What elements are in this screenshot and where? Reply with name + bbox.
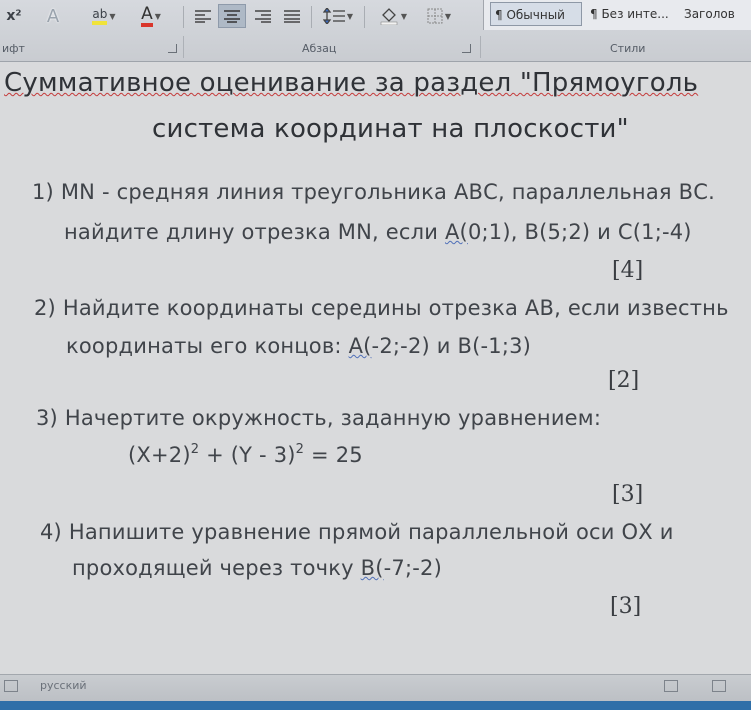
ribbon-toolbar-row bbox=[0, 0, 751, 34]
equation-part: + (Y - 3) bbox=[199, 443, 296, 467]
task-text: координаты его концов: bbox=[66, 334, 349, 358]
task-1-line-1 bbox=[32, 180, 715, 204]
task-number: 3) bbox=[36, 406, 58, 430]
divider bbox=[183, 36, 184, 58]
font-dialog-launcher[interactable] bbox=[168, 44, 177, 53]
divider bbox=[364, 6, 365, 28]
task-3-score: [3] bbox=[612, 482, 644, 507]
line-spacing-icon bbox=[323, 8, 345, 24]
paragraph-group-label: Абзац bbox=[302, 42, 337, 55]
justify-button[interactable] bbox=[279, 4, 305, 28]
task-4-score: [3] bbox=[610, 594, 642, 619]
task-text: -2;-2) и В(-1;3) bbox=[371, 334, 532, 358]
task-1-line-2 bbox=[64, 220, 692, 244]
task-text: Напишите уравнение прямой параллельной оси ОХ и bbox=[68, 520, 674, 544]
task-2-score: [2] bbox=[608, 368, 640, 393]
text-effects-icon: A bbox=[46, 5, 60, 27]
font-group-label: ифт bbox=[2, 42, 25, 55]
chevron-down-icon: ▼ bbox=[154, 11, 161, 21]
ribbon bbox=[0, 0, 751, 62]
divider bbox=[183, 6, 184, 28]
document-title-line-2: система координат на плоскости" bbox=[152, 114, 629, 144]
align-right-button[interactable] bbox=[250, 4, 276, 28]
point-label: А( bbox=[348, 334, 372, 358]
task-4-line-1 bbox=[40, 520, 674, 544]
document-page[interactable] bbox=[0, 62, 751, 674]
status-bar bbox=[0, 674, 751, 710]
task-2-line-1 bbox=[34, 296, 729, 320]
taskbar-strip bbox=[0, 701, 751, 710]
divider bbox=[311, 6, 312, 28]
text-effects-button[interactable] bbox=[34, 4, 72, 28]
styles-group-label: Стили bbox=[610, 42, 646, 55]
align-right-icon bbox=[255, 9, 271, 23]
task-3-line-1 bbox=[36, 406, 601, 430]
borders-icon bbox=[427, 8, 443, 24]
line-spacing-button[interactable] bbox=[318, 4, 358, 28]
task-text: MN - средняя линия треугольника АВС, параллельная ВС. bbox=[60, 180, 715, 204]
equation-part: (X+2) bbox=[128, 443, 191, 467]
task-2-line-2 bbox=[66, 334, 531, 358]
print-layout-icon[interactable] bbox=[664, 680, 678, 692]
font-color-button[interactable] bbox=[130, 4, 172, 28]
chevron-down-icon: ▼ bbox=[444, 11, 452, 21]
task-number: 4) bbox=[40, 520, 62, 544]
document-title-line-1 bbox=[4, 68, 698, 98]
equation-part: = 25 bbox=[304, 443, 363, 467]
align-center-icon bbox=[224, 9, 240, 23]
proofing-icon[interactable] bbox=[4, 680, 18, 692]
task-number: 1) bbox=[32, 180, 54, 204]
highlight-color-button[interactable] bbox=[84, 4, 124, 28]
task-1-score: [4] bbox=[612, 258, 644, 283]
point-label: А( bbox=[444, 220, 468, 244]
styles-gallery bbox=[483, 0, 751, 30]
point-label: В( bbox=[360, 556, 384, 580]
exponent: 2 bbox=[295, 442, 305, 457]
task-number: 2) bbox=[34, 296, 56, 320]
title-text: Суммативное оценивание за раздел "Прямоуголь bbox=[4, 68, 699, 98]
divider bbox=[480, 36, 481, 58]
style-heading[interactable]: Заголов bbox=[684, 7, 735, 21]
web-layout-icon[interactable] bbox=[712, 680, 726, 692]
exponent: 2 bbox=[190, 442, 200, 457]
task-3-equation bbox=[128, 442, 363, 467]
borders-button[interactable] bbox=[418, 4, 460, 28]
style-no-spacing[interactable]: ¶ Без инте... bbox=[590, 7, 669, 21]
style-normal[interactable]: ¶ Обычный bbox=[490, 2, 582, 26]
align-left-button[interactable] bbox=[190, 4, 216, 28]
task-text: Начертите окружность, заданную уравнением: bbox=[64, 406, 602, 430]
font-color-icon: A bbox=[141, 5, 153, 27]
chevron-down-icon: ▼ bbox=[346, 11, 354, 21]
task-text: найдите длину отрезка MN, если bbox=[64, 220, 445, 244]
task-text: Найдите координаты середины отрезка АВ, если известнь bbox=[62, 296, 729, 320]
task-text: 0;1), В(5;2) и С(1;-4) bbox=[467, 220, 692, 244]
align-center-button[interactable] bbox=[218, 4, 246, 28]
chevron-down-icon: ▼ bbox=[109, 11, 116, 21]
chevron-down-icon: ▼ bbox=[400, 11, 408, 21]
justify-icon bbox=[284, 9, 300, 23]
language-indicator[interactable]: русский bbox=[40, 679, 87, 692]
task-4-line-2 bbox=[72, 556, 442, 580]
superscript-button[interactable]: x² bbox=[6, 8, 22, 24]
shading-button[interactable] bbox=[372, 4, 414, 28]
paragraph-dialog-launcher[interactable] bbox=[462, 44, 471, 53]
task-text: -7;-2) bbox=[383, 556, 443, 580]
paint-bucket-icon bbox=[379, 7, 399, 25]
task-text: проходящей через точку bbox=[72, 556, 361, 580]
align-left-icon bbox=[195, 9, 211, 23]
highlighter-icon: ab bbox=[92, 7, 107, 25]
